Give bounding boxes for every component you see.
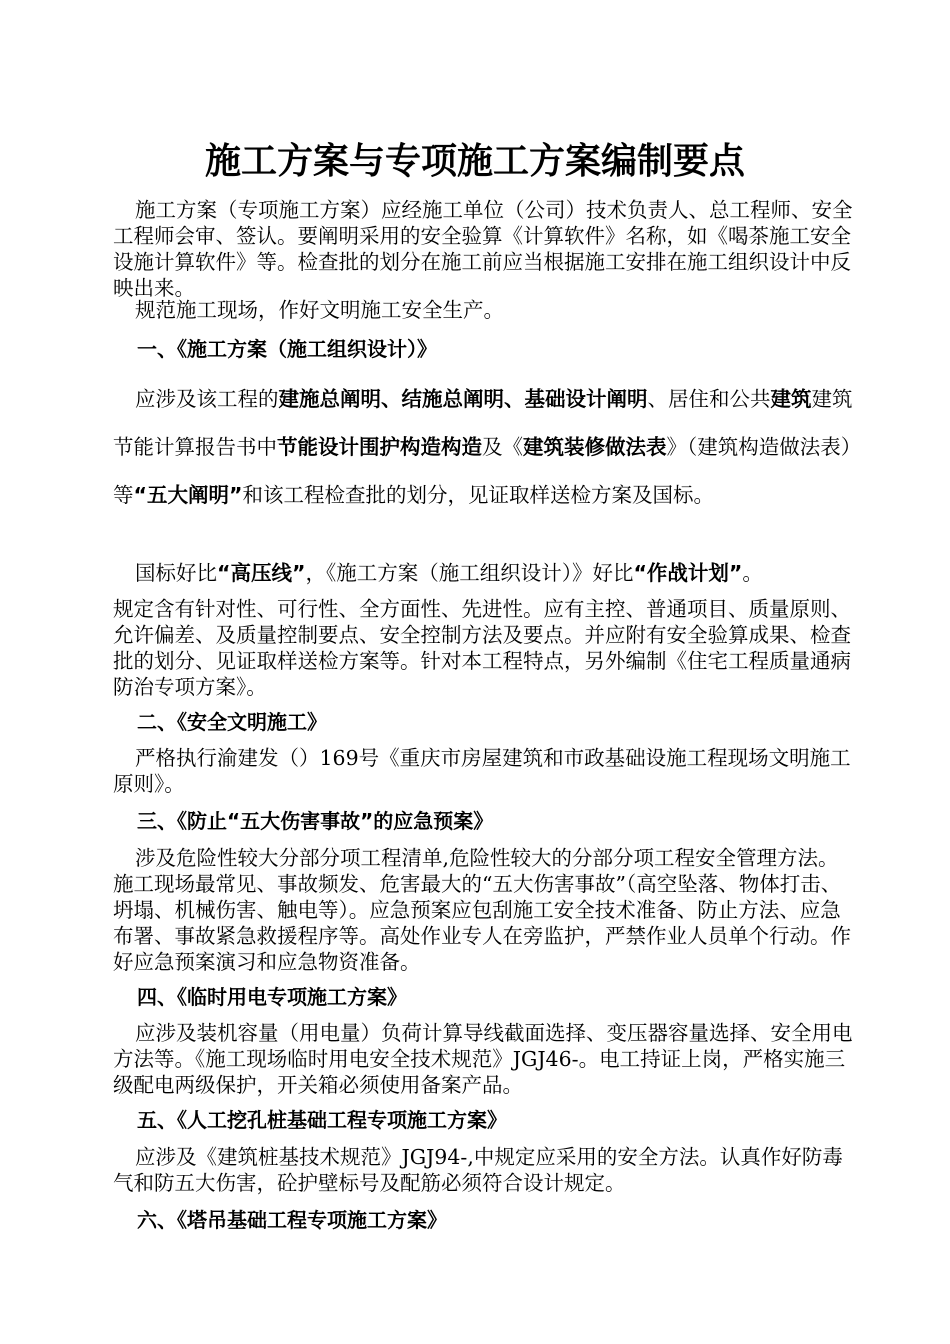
text-run: 应涉及装机容量（用电量）负荷计算导线截面选择、变压器容量选择、安全用电方法等。《施工现场临时用电安全技术规范》JGJ46-。电工持证上岗，严格实施三级配电两级保护，开关箱必须使用备案产品。: [113, 1021, 853, 1097]
bold-run: 建筑: [770, 387, 812, 411]
text-run: 。: [742, 561, 763, 585]
document-title: 施工方案与专项施工方案编制要点: [204, 141, 745, 182]
section-6-heading: 六、《塔吊基础工程专项施工方案》: [137, 1208, 447, 1232]
intro-paragraph-2: [113, 297, 858, 323]
text-run: 及《: [482, 435, 523, 459]
section-1-paragraph-3: [113, 596, 858, 700]
text-run: 建筑节能计算报告书中: [113, 387, 853, 459]
section-2-heading: 二、《安全文明施工》: [137, 710, 327, 734]
section-2-body: [113, 745, 858, 797]
section-3-body: [113, 845, 858, 975]
bold-run: 节能设计围护构造构造: [277, 435, 482, 459]
text-run: 严格执行渝建发（）169号《重庆市房屋建筑和市政基础设施工程现场文明施工原则》。: [113, 746, 851, 796]
intro-paragraph: [113, 197, 858, 301]
section-3-heading: 三、《防止“五大伤害事故”的应急预案》: [137, 809, 494, 833]
text-run: 涉及危险性较大分部分项工程清单,危险性较大的分部分项工程安全管理方法。施工现场最常见、事故频发、危害最大的“五大伤害事故”（高空坠落、物体打击、坍塌、机械伤害、触电等）。应急预案应包刮施工安全技术准备、防止方法、应急布署、事故紧急救援程序等。高处作业专人在旁监护，严禁作业人员单个行动。作好应急预案演习和应急物资准备。: [113, 846, 851, 974]
section-1-paragraph-1: [113, 375, 858, 519]
text-run: 、居住和公共: [647, 387, 771, 411]
text-run: 国标好比: [135, 561, 217, 585]
text-run: 规定含有针对性、可行性、全方面性、先进性。应有主控、普通项目、质量原则、允许偏差、及质量控制要点、安全控制方法及要点。并应附有安全验算成果、检查批的划分、见证取样送检方案等。针对本工程特点，另外编制《住宅工程质量通病防治专项方案》。: [113, 597, 851, 699]
intro-text-2: 规范施工现场，作好文明施工安全生产。: [135, 298, 504, 322]
text-run: 应涉及《建筑桩基技术规范》JGJ94-,中规定应采用的安全方法。认真作好防毒气和防五大伤害，砼护壁标号及配筋必须符合设计规定。: [113, 1145, 843, 1195]
section-1-heading: 一、《施工方案（施工组织设计）》: [137, 337, 437, 361]
bold-run: “作战计划”: [633, 561, 743, 585]
text-run: ，《施工方案（施工组织设计）》好比: [305, 561, 634, 585]
bold-run: “高压线”: [217, 561, 306, 585]
bold-run: “五大阐明”: [133, 483, 243, 507]
text-run: 和该工程检查批的划分，见证取样送检方案及国标。: [242, 483, 714, 507]
section-4-body: [113, 1020, 858, 1098]
text-run: 》（建筑构造做法表）等: [113, 435, 851, 507]
section-1-paragraph-2: [113, 560, 858, 586]
section-4-heading: 四、《临时用电专项施工方案》: [137, 985, 407, 1009]
section-5-body: [113, 1144, 858, 1196]
bold-run: 建筑装修做法表: [523, 435, 667, 459]
bold-run: 建施总阐明、结施总阐明、基础设计阐明: [278, 387, 648, 411]
section-5-heading: 五、《人工挖孔桩基础工程专项施工方案》: [137, 1108, 507, 1132]
intro-text: 施工方案（专项施工方案）应经施工单位（公司）技术负责人、总工程师、安全工程师会审、签认。要阐明采用的安全验算《计算软件》名称，如《喝茶施工安全设施计算软件》等。检查批的划分在施工前应当根据施工安排在施工组织设计中反映出来。: [113, 198, 853, 300]
text-run: 应涉及该工程的: [135, 387, 279, 411]
